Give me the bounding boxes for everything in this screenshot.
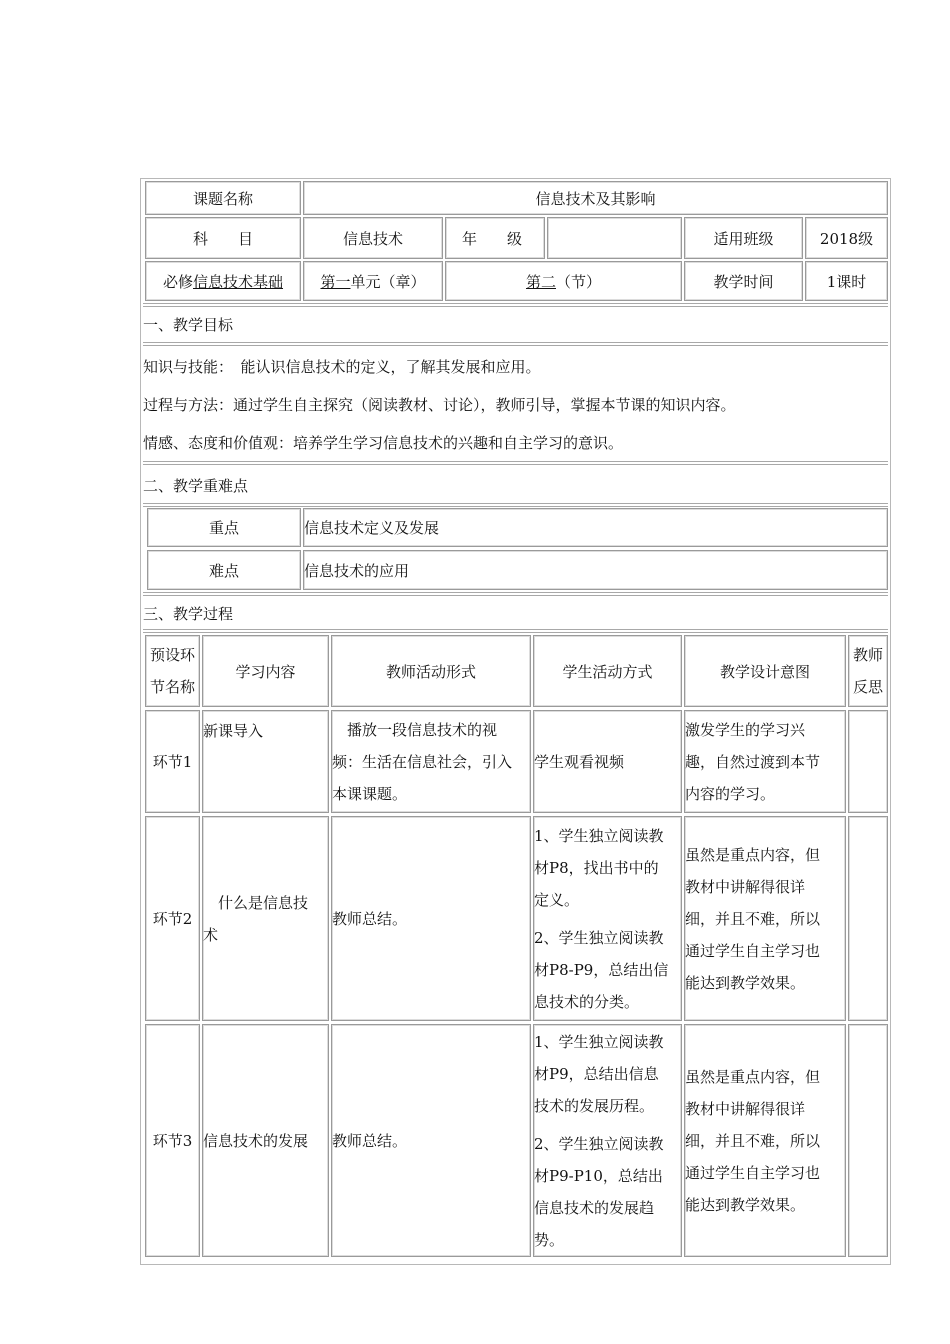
intent-line: 激发学生的学习兴 [685,720,806,739]
row3-teacher [331,1024,531,1257]
col-reflect-header [848,635,888,707]
divider [143,461,888,465]
teacher-text: 教师总结。 [332,1132,408,1150]
student-line: 材P9，总结出信息 [534,1064,659,1083]
unit-cell [303,261,443,301]
teacher-line: 播放一段信息技术的视 [332,720,498,739]
row1-teacher [331,710,531,813]
required-cell [145,261,301,301]
intent-line: 细，并且不难，所以 [685,1131,821,1150]
intent-line: 通过学生自主学习也 [685,1163,821,1182]
intent-line: 能达到教学效果。 [685,973,806,992]
key-label: 重点 [208,519,239,537]
row3-reflect [848,1024,888,1257]
objective-process: 过程与方法：通过学生自主探究（阅读教材、讨论），教师引导，掌握本节课的知识内容。 [143,396,736,414]
col-stage-header [145,635,200,707]
time-label-cell [684,261,803,301]
keypoints-heading: 二、教学重难点 [143,477,249,495]
row2-reflect [848,816,888,1021]
row2-student [533,816,682,1021]
topic-value-cell [303,181,888,215]
grade-label: 年 级 [462,229,523,248]
section-cell [445,261,682,301]
intent-line: 教材中讲解得很详 [685,877,806,896]
student-line: 材P8，找出书中的 [534,858,659,877]
difficult-value-cell [303,550,888,590]
required-book: 信息技术基础 [193,272,284,291]
student-line: 定义。 [534,890,580,909]
section-number: 第二 [525,272,556,291]
content-text: 信息技术的发展 [203,1132,309,1150]
student-line: 材P8-P9，总结出信 [534,960,669,979]
time-value: 1课时 [826,272,867,291]
row2-stage [145,816,200,1021]
objective-emotion: 情感、态度和价值观：培养学生学习信息技术的兴趣和自主学习的意识。 [143,434,624,452]
col-intent-label: 教学设计意图 [719,662,810,681]
time-value-cell [805,261,888,301]
class-label: 适用班级 [713,229,774,248]
col-intent-header [684,635,846,707]
student-line: 势。 [534,1230,565,1249]
row1-intent [684,710,846,813]
stage-label: 环节2 [152,910,193,928]
section-suffix: （节） [556,272,602,291]
student-line: 2、学生独立阅读教 [534,928,664,947]
topic-label-cell [145,181,301,215]
class-value: 2018级 [819,229,874,248]
stage-label: 环节3 [152,1132,193,1150]
key-label-cell [147,508,301,547]
unit-number: 第一 [320,272,351,291]
col-reflect-line: 反思 [852,678,883,696]
intent-line: 虽然是重点内容，但 [685,1067,821,1086]
class-value-cell [805,217,888,259]
row2-teacher [331,816,531,1021]
student-text: 学生观看视频 [534,753,625,771]
divider [143,303,888,307]
subject-value: 信息技术 [342,229,403,248]
subject-value-cell [303,217,443,259]
row3-stage [145,1024,200,1257]
col-content-header [202,635,329,707]
row1-student [533,710,682,813]
intent-line: 通过学生自主学习也 [685,941,821,960]
student-line: 息技术的分类。 [534,992,640,1011]
stage-label: 环节1 [152,753,193,771]
col-teacher-header [331,635,531,707]
divider [143,503,888,507]
student-line: 1、学生独立阅读教 [534,1032,664,1051]
intent-line: 能达到教学效果。 [685,1195,806,1214]
objectives-heading: 一、教学目标 [143,316,234,334]
student-line: 1、学生独立阅读教 [534,826,664,845]
student-line: 技术的发展历程。 [534,1096,655,1115]
col-student-header [533,635,682,707]
divider [143,342,888,346]
subject-label: 科 目 [192,229,253,248]
grade-value-cell [547,217,682,259]
difficult-value: 信息技术的应用 [304,561,410,580]
teacher-text: 教师总结。 [332,910,408,928]
col-teacher-label: 教师活动形式 [385,662,476,681]
intent-line: 教材中讲解得很详 [685,1099,806,1118]
teacher-line: 频：生活在信息社会，引入 [332,752,513,771]
row3-intent [684,1024,846,1257]
intent-line: 细，并且不难，所以 [685,909,821,928]
content-line: 术 [203,925,219,944]
intent-line: 内容的学习。 [685,784,776,803]
process-heading: 三、教学过程 [143,605,234,623]
required-prefix: 必修 [162,272,193,291]
objective-knowledge: 知识与技能： 能认识信息技术的定义，了解其发展和应用。 [143,358,541,376]
difficult-label: 难点 [208,561,239,580]
col-student-label: 学生活动方式 [562,662,653,681]
teacher-line: 本课课题。 [332,784,408,803]
row3-content [202,1024,329,1257]
row1-reflect [848,710,888,813]
key-value-cell [303,508,888,547]
divider [143,592,888,596]
student-line: 材P9-P10，总结出 [534,1166,663,1185]
time-label: 教学时间 [713,272,774,291]
row1-stage [145,710,200,813]
row2-content [202,816,329,1021]
row3-student [533,1024,682,1257]
row2-intent [684,816,846,1021]
subject-label-cell [145,217,301,259]
difficult-label-cell [147,550,301,590]
col-reflect-line: 教师 [852,646,883,664]
col-stage-line: 节名称 [149,678,195,696]
divider [143,629,888,633]
intent-line: 虽然是重点内容，但 [685,845,821,864]
col-stage-line: 预设环 [149,646,195,664]
intent-line: 趣，自然过渡到本节 [685,752,821,771]
key-value: 信息技术定义及发展 [304,519,440,537]
unit-suffix: 单元（章） [350,272,426,291]
content-text: 新课导入 [203,722,264,740]
class-label-cell [684,217,803,259]
col-content-label: 学习内容 [235,662,296,681]
topic-label: 课题名称 [192,189,253,208]
content-line: 什么是信息技 [203,893,309,912]
grade-label-cell [445,217,545,259]
topic-value: 信息技术及其影响 [535,189,656,208]
row1-content [202,710,329,813]
student-line: 信息技术的发展趋 [534,1198,655,1217]
student-line: 2、学生独立阅读教 [534,1134,664,1153]
